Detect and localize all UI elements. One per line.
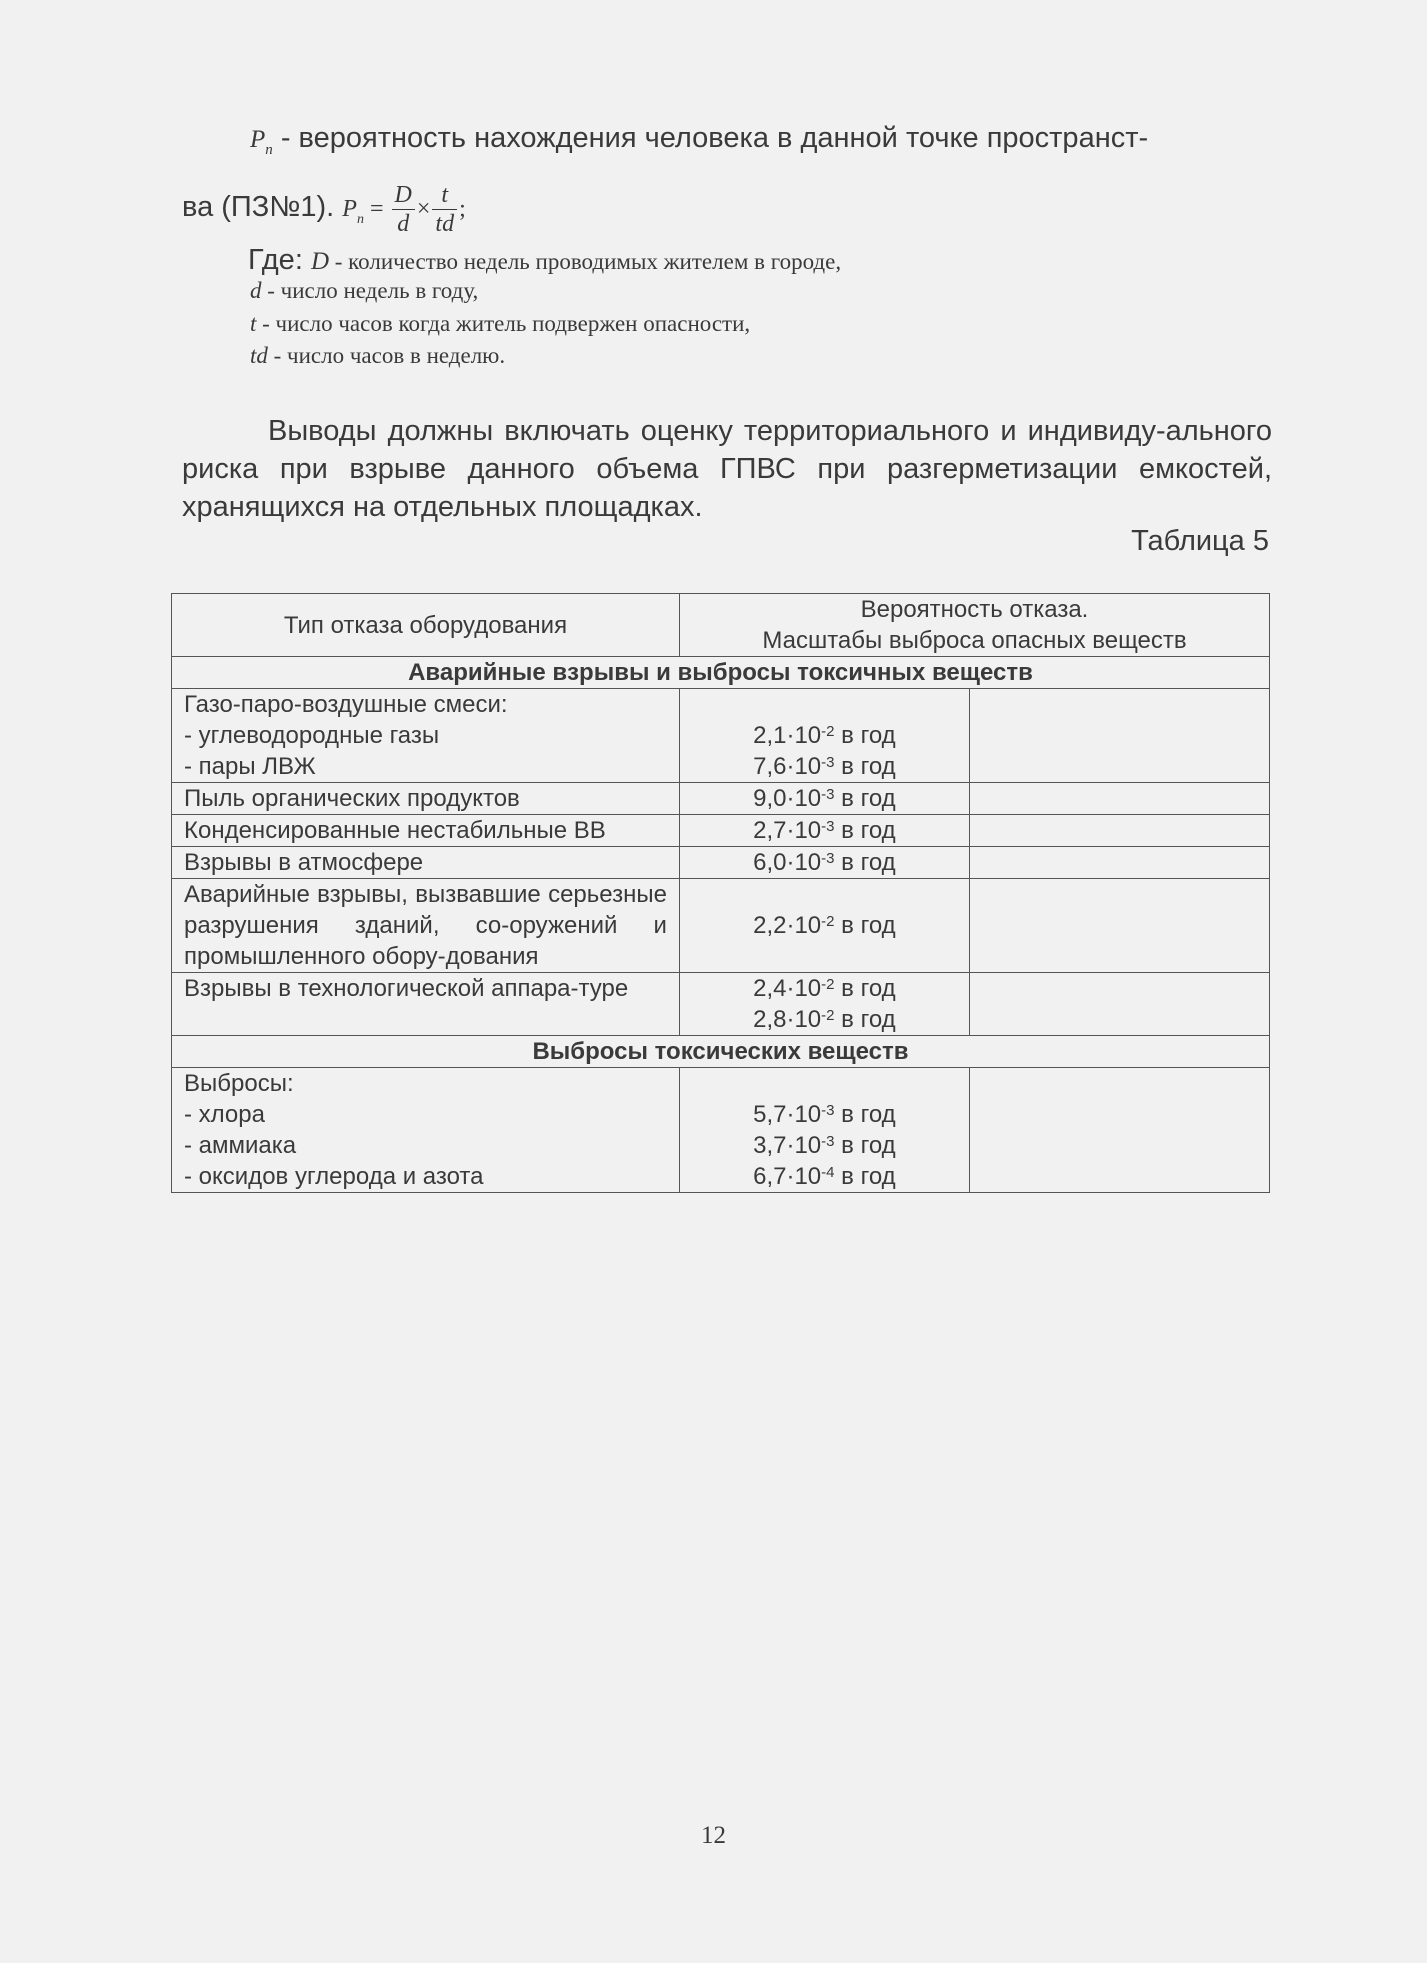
row-empty-cell [969, 689, 1269, 783]
row-value: $6,0\cdot 10^{-3}$ в год [679, 847, 969, 879]
def-line-t [250, 311, 750, 337]
value-line: $2,8\cdot 10^{-2}$ в год [753, 1006, 896, 1033]
row-label-line: - аммиака [184, 1132, 297, 1159]
def-symbol: td [250, 343, 268, 368]
value-line: $7,6\cdot 10^{-3}$ в год [753, 753, 896, 780]
row-label-line: - углеводородные газы [184, 722, 440, 749]
def-text: - число часов в неделю. [267, 343, 506, 368]
section-title: Выбросы токсических веществ [172, 1036, 1270, 1068]
section-row [172, 1036, 1270, 1068]
row-label: Взрывы в атмосфере [172, 847, 680, 879]
row-value [679, 1068, 969, 1193]
header-equipment-failure: Тип отказа оборудования [172, 594, 680, 657]
table-row [172, 847, 1270, 879]
value-line: $2,4\cdot 10^{-2}$ в год [753, 975, 896, 1002]
formula-equals: = [363, 196, 390, 223]
row-empty-cell [969, 1068, 1269, 1193]
formula-times: × [416, 196, 431, 223]
row-label-line: - оксидов углерода и азота [184, 1163, 484, 1190]
def-text: - число недель в году, [261, 278, 479, 303]
failure-table [171, 593, 1270, 1193]
intro-line-1 [250, 122, 1148, 159]
row-label: Взрывы в технологической аппара-туре [172, 973, 680, 1036]
fraction-2-denominator: td [435, 211, 455, 237]
row-label-line: Выбросы: [184, 1070, 294, 1097]
pn-subscript: n [265, 141, 273, 158]
section-title: Аварийные взрывы и выбросы токсичных веществ [172, 657, 1270, 689]
row-label: Аварийные взрывы, вызвавшие серьезные разрушения зданий, со-оружений и промышленного обору-дования [172, 879, 680, 973]
row-label: Пыль органических продуктов [172, 783, 680, 815]
row-empty-cell [969, 973, 1269, 1036]
intro-line-2-prefix: ва (ПЗ№1). [182, 191, 343, 224]
def-text: - число часов когда житель подвержен опасности, [256, 311, 751, 336]
row-empty-cell [969, 783, 1269, 815]
row-value: $9,0\cdot 10^{-3}$ в год [679, 783, 969, 815]
intro-line-1-text: - вероятность нахождения человека в данной точке пространст- [272, 122, 1149, 154]
def-symbol: t [250, 311, 257, 336]
where-line [248, 244, 841, 277]
def-d-symbol: D [310, 248, 329, 275]
pn-symbol: P [250, 126, 266, 153]
row-label [172, 1068, 680, 1193]
table-row [172, 689, 1270, 783]
fraction-2-numerator: t [432, 181, 457, 210]
def-d-text: - количество недель проводимых жителем в городе, [329, 249, 842, 274]
def-symbol: d [250, 278, 262, 303]
row-empty-cell [969, 847, 1269, 879]
value-line: $2,1\cdot 10^{-2}$ в год [753, 722, 896, 749]
value-line: $5,7\cdot 10^{-3}$ в год [753, 1101, 896, 1128]
formula-semicolon: ; [459, 196, 466, 223]
table-row [172, 879, 1270, 973]
formula-fraction-1 [392, 181, 415, 238]
def-line-d-small [250, 278, 478, 304]
row-label-line: Газо-паро-воздушные смеси: [184, 691, 508, 718]
table-header-row [172, 594, 1270, 657]
row-value: $2,2\cdot 10^{-2}$ в год [679, 879, 969, 973]
intro-line-2 [182, 181, 466, 238]
page-number: 12 [701, 1822, 726, 1849]
row-empty-cell [969, 879, 1269, 973]
conclusion-text: Выводы должны включать оценку территориального и индивиду-ального риска при взрыве данного объема ГПВС при разгерметизации емкостей, хранящихся на отдельных площадках. [182, 415, 1272, 523]
row-label: Конденсированные нестабильные ВВ [172, 815, 680, 847]
table-row [172, 1068, 1270, 1193]
def-line-td [250, 343, 505, 369]
row-label [172, 689, 680, 783]
row-label-line: - хлора [184, 1101, 265, 1128]
row-empty-cell [969, 815, 1269, 847]
where-label: Где: [248, 244, 311, 276]
fraction-1-denominator: d [397, 211, 410, 237]
header-probability [679, 594, 1269, 657]
value-line: $3,7\cdot 10^{-3}$ в год [753, 1132, 896, 1159]
formula-fraction-2 [432, 181, 457, 238]
fraction-1-numerator: D [392, 181, 415, 210]
value-line: $6,7\cdot 10^{-4}$ в год [753, 1163, 896, 1190]
formula-lhs-subscript: n [356, 211, 364, 227]
header-probability-line1: Вероятность отказа. [860, 596, 1089, 623]
table-row [172, 973, 1270, 1036]
section-row [172, 657, 1270, 689]
table-label: Таблица 5 [1131, 525, 1269, 557]
row-value [679, 689, 969, 783]
table-row [172, 815, 1270, 847]
formula-lhs: P [342, 196, 357, 223]
conclusion-paragraph [182, 412, 1272, 526]
table-row [172, 783, 1270, 815]
row-label-line: - пары ЛВЖ [184, 753, 316, 780]
header-probability-line2: Масштабы выброса опасных веществ [762, 627, 1187, 654]
row-value [679, 973, 969, 1036]
row-value: $2,7\cdot 10^{-3}$ в год [679, 815, 969, 847]
